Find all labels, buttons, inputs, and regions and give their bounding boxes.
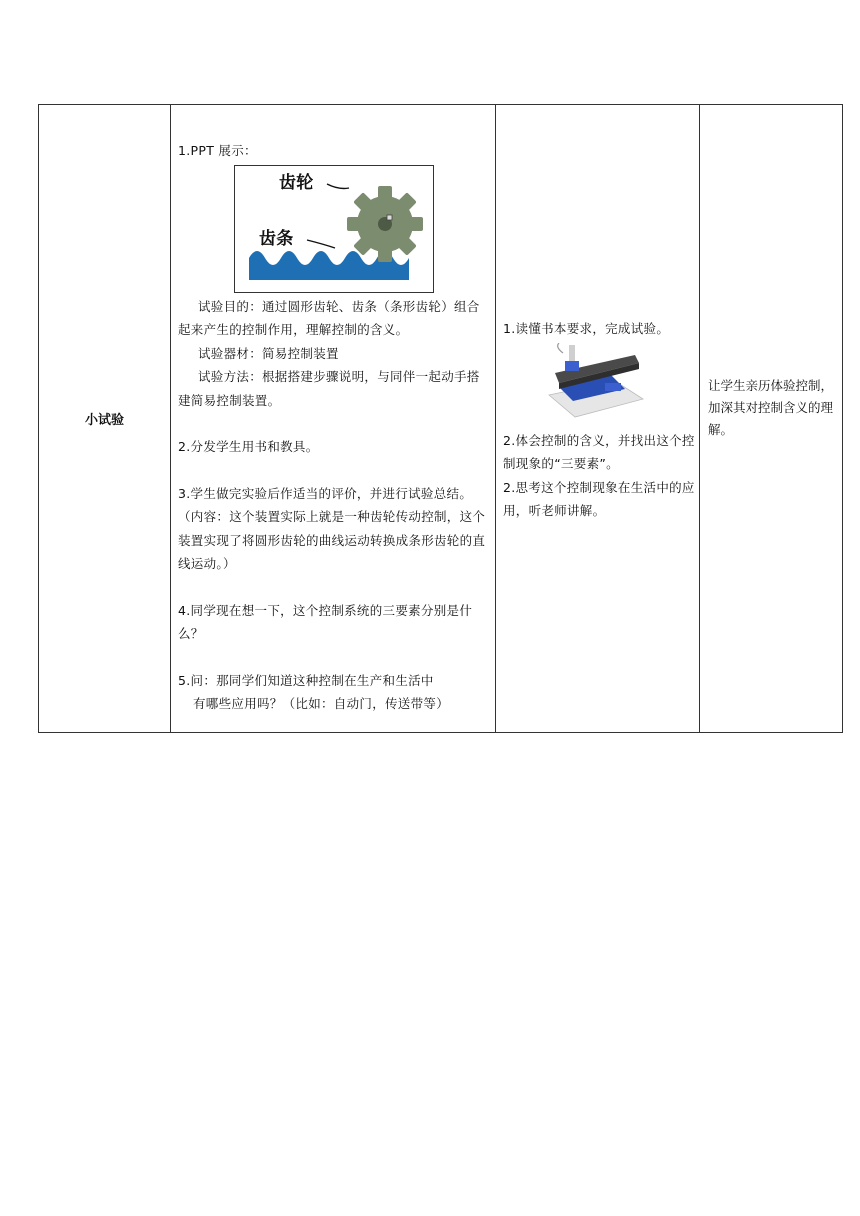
step-4-text: 4.同学现在想一下，这个控制系统的三要素分别是什么？ [178, 602, 473, 641]
section-label: 小试验 [39, 105, 171, 733]
method-text: 试验方法：根据搭建步骤说明，与同伴一起动手搭建简易控制装置。 [178, 369, 480, 408]
intent-line-1: 让学生亲历体验控制， [708, 378, 834, 393]
materials-text: 试验器材：简易控制装置 [198, 345, 339, 361]
student-step-1: 1.读懂书本要求，完成试验。 [503, 321, 670, 336]
step-5-text-cont: 有哪些应用吗？（比如：自动门，传送带等） [193, 696, 450, 711]
lesson-table [38, 104, 843, 733]
step-3-text: 3.学生做完实验后作适当的评价，并进行试验总结。 [178, 485, 473, 501]
gear-rack-figure [234, 165, 434, 293]
purpose-text: 试验目的：通过圆形齿轮、齿条（条形齿轮）组合起来产生的控制作用，理解控制的含义。 [178, 298, 480, 337]
gear-label: 齿轮 [279, 172, 314, 193]
step-2-text: 2.分发学生用书和教具。 [178, 439, 319, 454]
student-step-3: 2.思考这个控制现象在生活中的应用，听老师讲解。 [503, 479, 695, 518]
lego-device-image [545, 343, 645, 423]
table-row [39, 105, 843, 733]
step-5-text: 5.问：那同学们知道这种控制在生产和生活中 [178, 672, 434, 688]
intent-line-2: 加深其对控制含义的理解。 [708, 400, 834, 437]
rack-label: 齿条 [259, 228, 294, 249]
design-intent-cell [700, 105, 843, 733]
student-activity-cell [496, 105, 700, 733]
student-step-2: 2.体会控制的含义，并找出这个控制现象的“三要素”。 [503, 432, 695, 471]
gear-shape [347, 186, 423, 262]
teacher-activity-cell [171, 105, 496, 733]
step-3-note: （内容：这个装置实际上就是一种齿轮传动控制，这个装置实现了将圆形齿轮的曲线运动转换成条形齿轮的直线运动。） [178, 509, 486, 571]
ppt-title: 1.PPT 展示： [178, 143, 257, 158]
